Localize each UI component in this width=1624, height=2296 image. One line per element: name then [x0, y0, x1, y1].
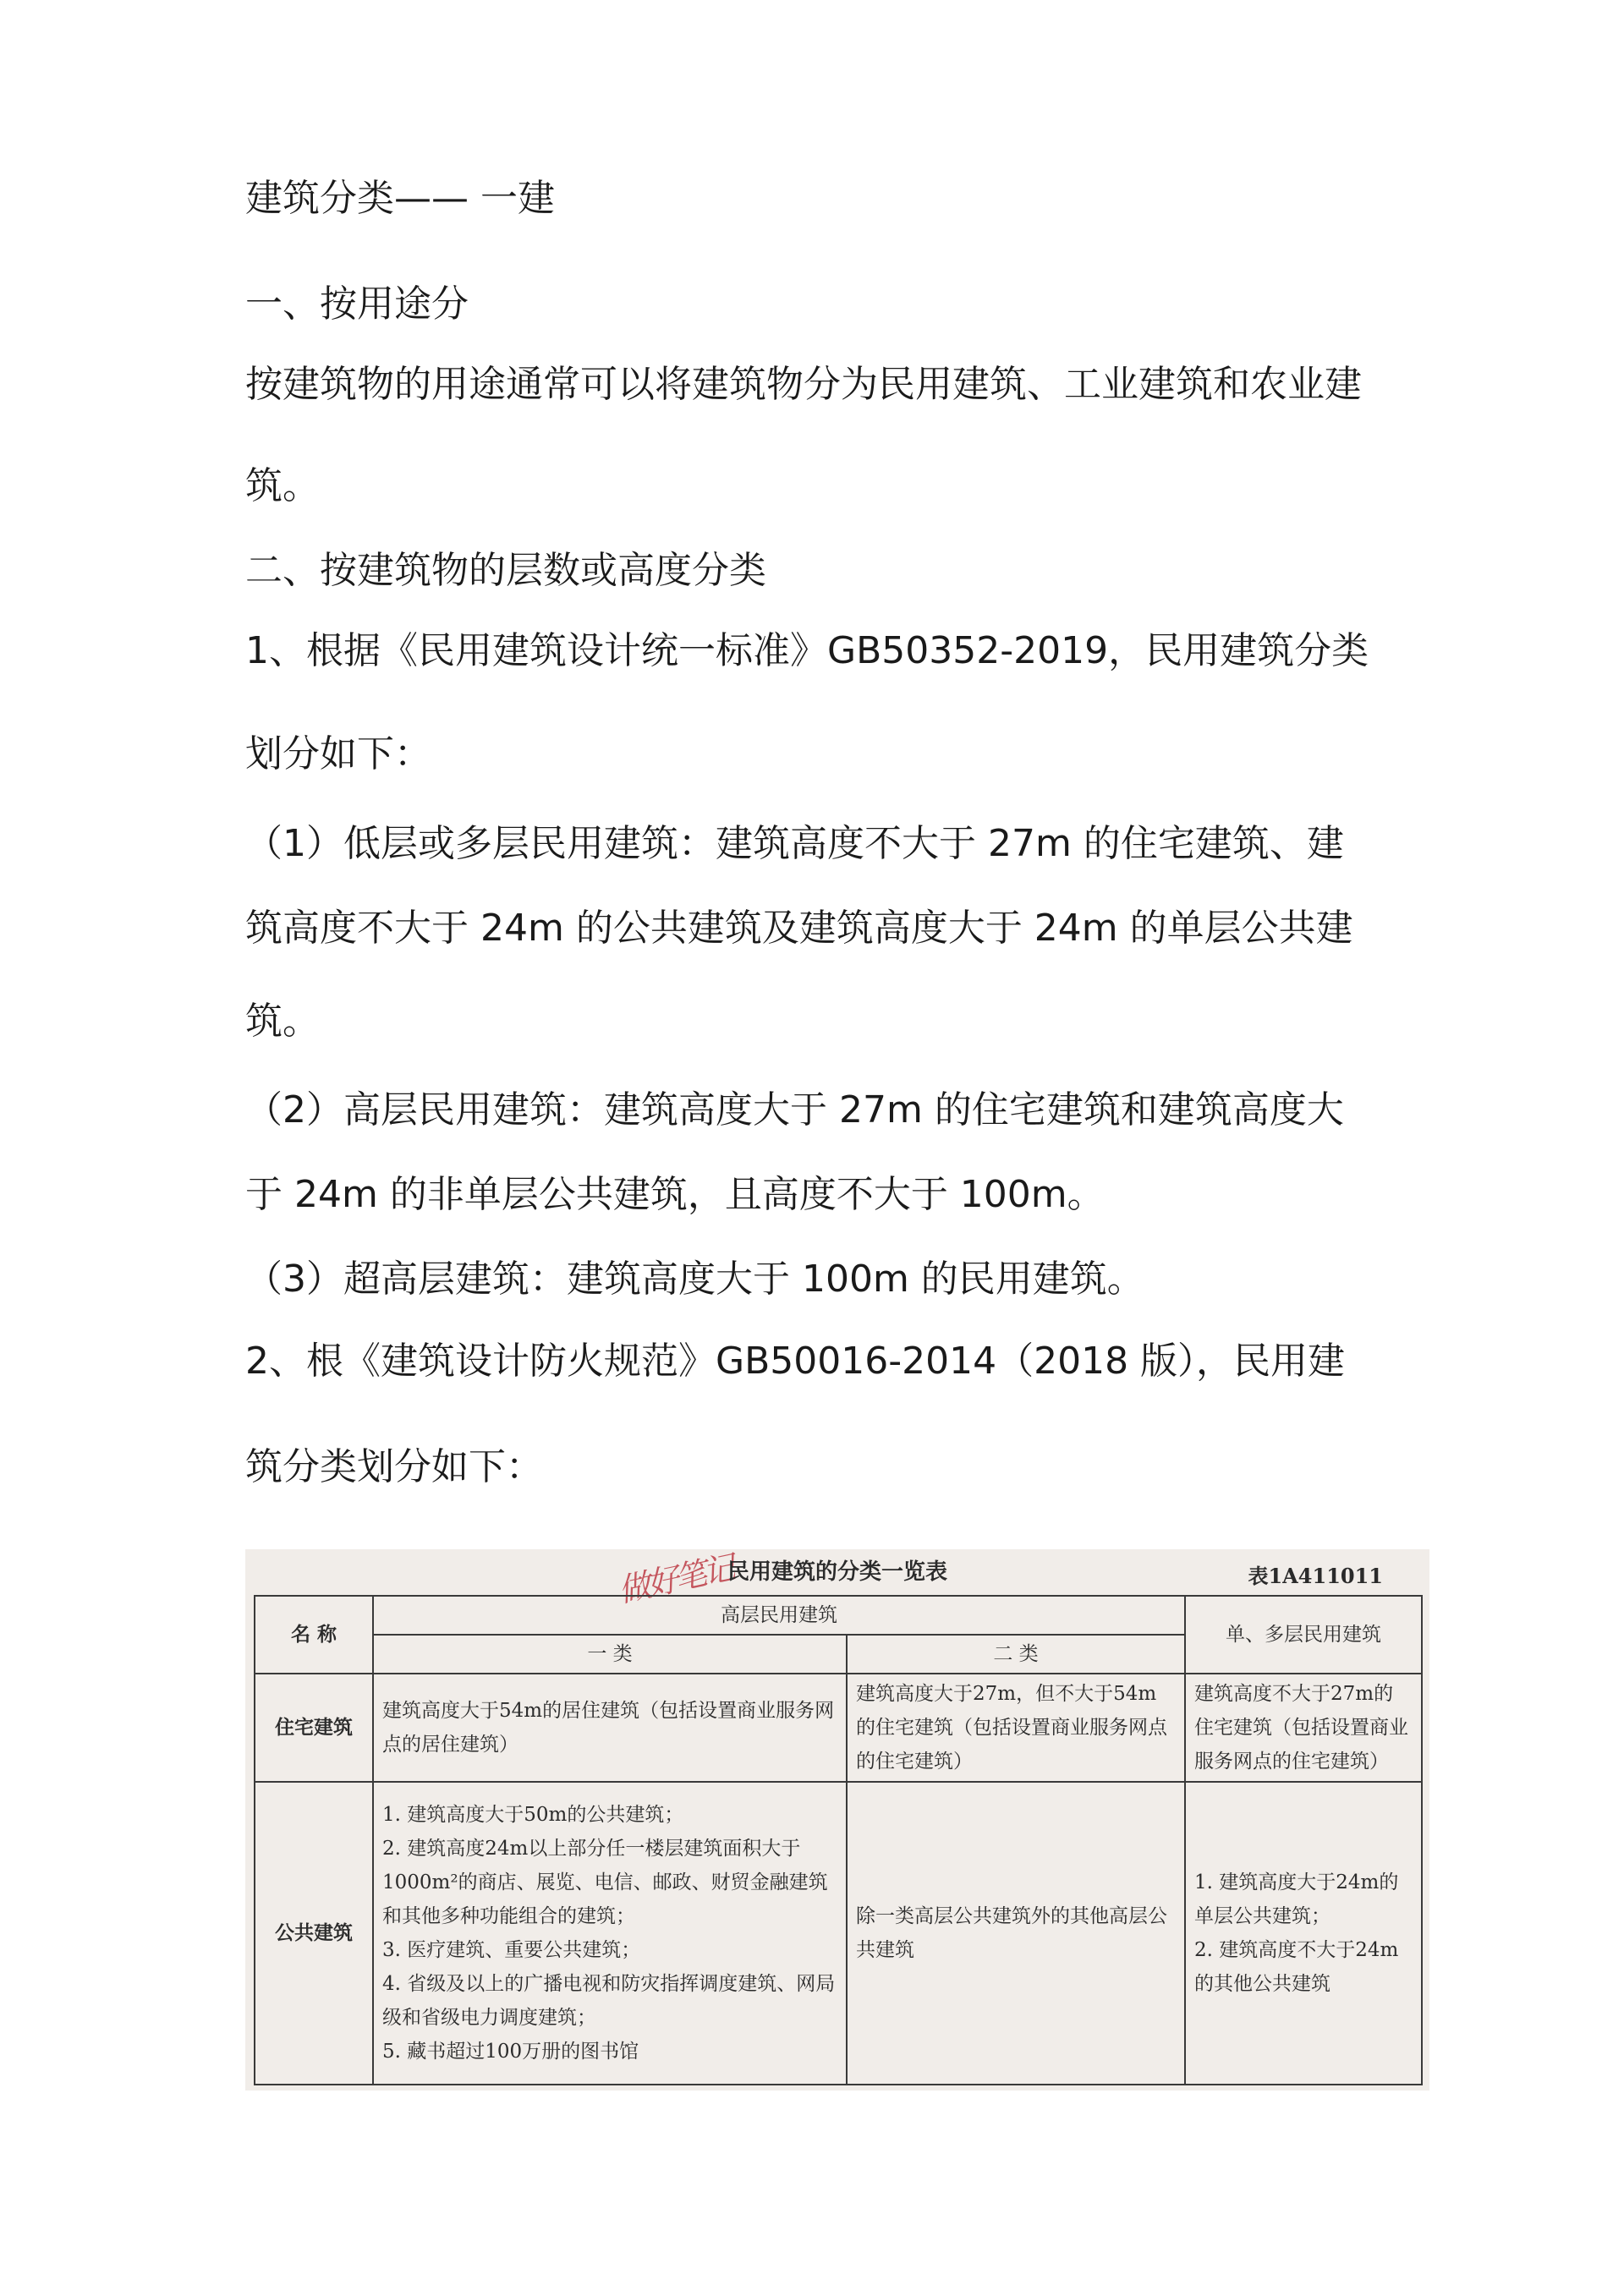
section-heading: 一、按用途分: [245, 282, 469, 326]
list-item: 2. 建筑高度24m以上部分任一楼层建筑面积大于1000m²的商店、展览、电信、邮政、财贸金融建筑和其他多种功能组合的建筑；: [382, 1838, 828, 1927]
list-item: 5. 藏书超过100万册的图书馆: [382, 2041, 639, 2063]
cell-class-2: 建筑高度大于27m，但不大于54m的住宅建筑（包括设置商业服务网点的住宅建筑）: [847, 1674, 1185, 1782]
paragraph-line: （3）超高层建筑：建筑高度大于 100m 的民用建筑。: [245, 1258, 1144, 1301]
paragraph-line: 筑。: [245, 464, 320, 507]
cell-class-1: [373, 1782, 847, 2085]
table-code: 表1A411011: [1248, 1564, 1383, 1588]
list-item: 2. 建筑高度不大于24m的其他公共建筑: [1194, 1939, 1399, 1995]
table-title: 民用建筑的分类一览表: [727, 1559, 947, 1585]
header-low-rise: 单、多层民用建筑: [1185, 1596, 1422, 1674]
cell-low-rise: [1185, 1782, 1422, 2085]
doc-title: 建筑分类—— 一建: [245, 177, 555, 220]
header-high-rise: 高层民用建筑: [373, 1596, 1185, 1635]
table-row: [255, 1782, 1422, 2085]
paragraph-line: 筑高度不大于 24m 的公共建筑及建筑高度大于 24m 的单层公共建: [245, 907, 1353, 950]
paragraph-line: （2）高层民用建筑：建筑高度大于 27m 的住宅建筑和建筑高度大: [245, 1088, 1344, 1132]
paragraph-line: 筑。: [245, 1000, 320, 1043]
row-name: 住宅建筑: [255, 1674, 373, 1782]
table-row: [255, 1674, 1422, 1782]
handwritten-stamp: 做好笔记: [615, 1549, 736, 1610]
paragraph-line: 2、根《建筑设计防火规范》GB50016-2014（2018 版），民用建: [245, 1340, 1346, 1383]
list-item: 1. 建筑高度大于24m的单层公共建筑；: [1194, 1871, 1399, 1927]
list-item: 3. 医疗建筑、重要公共建筑；: [382, 1939, 641, 1961]
classification-table-photo: [245, 1549, 1429, 2091]
header-class-1: 一 类: [373, 1635, 847, 1674]
paragraph-line: 筑分类划分如下：: [245, 1445, 543, 1488]
list-item: 4. 省级及以上的广播电视和防灾指挥调度建筑、网局级和省级电力调度建筑；: [382, 1973, 836, 2029]
header-name: 名 称: [255, 1596, 373, 1674]
cell-class-2: 除一类高层公共建筑外的其他高层公共建筑: [847, 1782, 1185, 2085]
header-class-2: 二 类: [847, 1635, 1185, 1674]
cell-class-1: 建筑高度大于54m的居住建筑（包括设置商业服务网点的居住建筑）: [373, 1674, 847, 1782]
list-item: 1. 建筑高度大于50m的公共建筑；: [382, 1804, 684, 1826]
row-name: 公共建筑: [255, 1782, 373, 2085]
paragraph-line: （1）低层或多层民用建筑：建筑高度不大于 27m 的住宅建筑、建: [245, 822, 1344, 865]
paragraph-line: 划分如下：: [245, 732, 431, 775]
paragraph-line: 按建筑物的用途通常可以将建筑物分为民用建筑、工业建筑和农业建: [245, 363, 1362, 406]
classification-table: [254, 1595, 1423, 2085]
cell-low-rise: 建筑高度不大于27m的住宅建筑（包括设置商业服务网点的住宅建筑）: [1185, 1674, 1422, 1782]
paragraph-line: 于 24m 的非单层公共建筑，且高度不大于 100m。: [245, 1173, 1105, 1216]
paragraph-line: 1、根据《民用建筑设计统一标准》GB50352-2019，民用建筑分类: [245, 629, 1369, 672]
section-heading: 二、按建筑物的层数或高度分类: [245, 549, 766, 592]
